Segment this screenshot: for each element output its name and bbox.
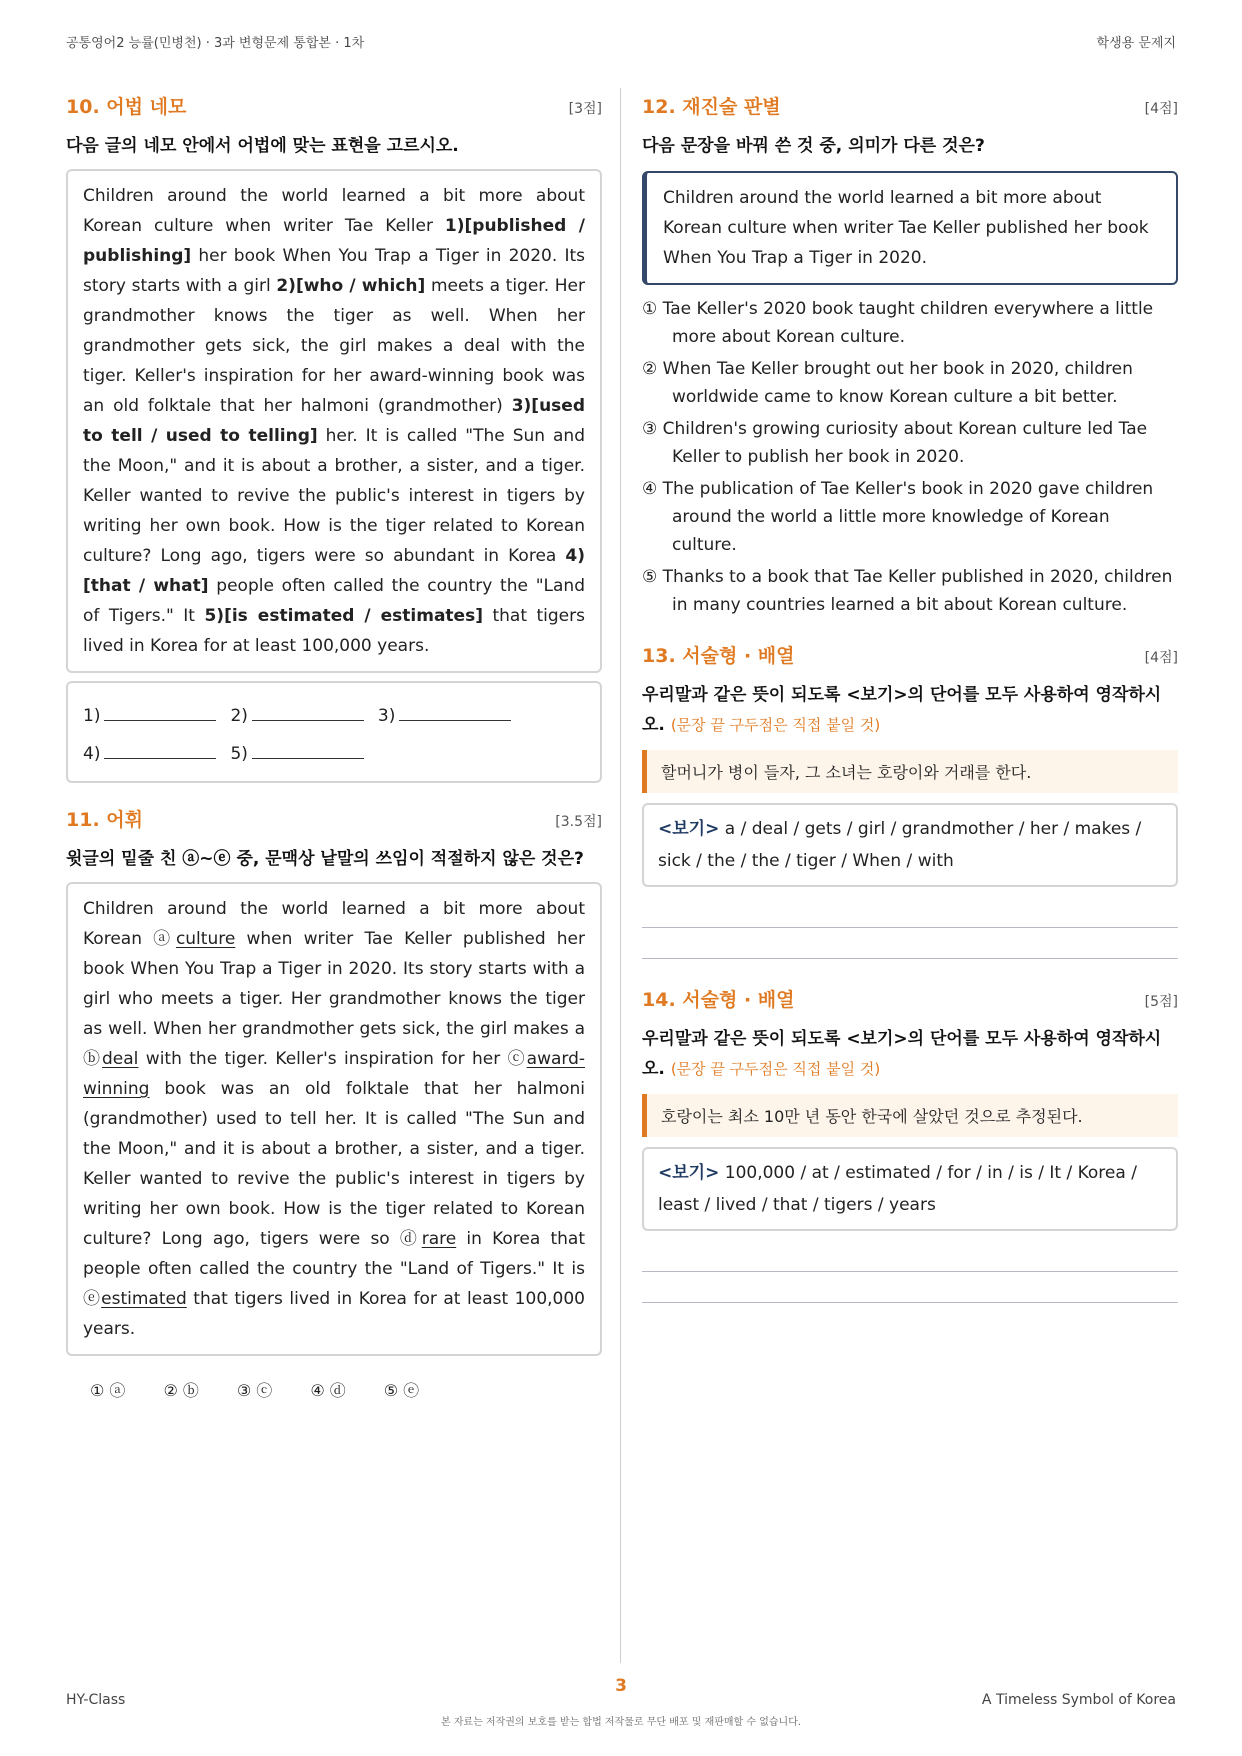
points: [4점] <box>1144 101 1178 117</box>
underlined-word: culture <box>175 929 236 949</box>
passage-text: her. It is called "The Sun and the Moon," and it is about a brother, a sister, and a tiger. Keller wanted to revive the public's interest in tigers by writing her own book. How is the tiger related to Korean culture? Long ago, tigers were so abundant in Korea <box>83 426 585 566</box>
answer-label: 2) <box>230 706 248 726</box>
answer-slot-2 <box>230 700 363 726</box>
answer-label: 3) <box>377 706 396 726</box>
answer-slot-3 <box>378 700 511 726</box>
question-13 <box>642 641 1178 959</box>
grammar-choice-1: 1)[published / publishing] <box>83 216 586 266</box>
passage-text: that tigers lived in Korea for at least 100,000 years. <box>83 606 585 656</box>
answer-blank[interactable] <box>104 700 216 721</box>
passage-text: when writer Tae Keller published her book When You Trap a Tiger in 2020. Its story starts with a girl who meets a tiger. Her grandmother knows the tiger as well. When her grandmother gets sick, the girl makes a <box>83 929 586 1039</box>
header-label: 학생용 문제지 <box>1096 36 1176 51</box>
question-14 <box>642 985 1178 1303</box>
footer-brand: HY-Class <box>66 1692 126 1708</box>
marker-a: ⓐ <box>153 929 176 949</box>
passage-text: Children around the world learned a bit more about Korean culture when writer Tae Keller <box>83 186 585 236</box>
underlined-word: estimated <box>101 1289 187 1309</box>
korean-sentence: 할머니가 병이 들자, 그 소녀는 호랑이와 거래를 한다. <box>642 750 1178 793</box>
original-sentence-box: Children around the world learned a bit more about Korean culture when writer Tae Keller published her book When You Trap a Tiger in 2020. <box>642 171 1178 285</box>
right-column <box>642 92 1178 1303</box>
points: [3.5점] <box>555 814 602 830</box>
option-4[interactable]: ④ The publication of Tae Keller's book in 2020 gave children around the world a little more knowledge of Korean culture. <box>642 479 1154 555</box>
question-body: 우리말과 같은 뜻이 되도록 <보기>의 단어를 모두 사용하여 영작하시오. <box>642 1029 1162 1079</box>
answer-blank[interactable] <box>104 738 216 759</box>
option-5[interactable]: ⑤ Thanks to a book that Tae Keller published in 2020, children in many countries learned a bit about Korean culture. <box>642 567 1173 615</box>
question-note: (문장 끝 구두점은 직접 붙일 것) <box>670 1060 881 1078</box>
left-column <box>66 92 602 1401</box>
answer-label: 1) <box>83 706 101 726</box>
answer-box <box>66 681 602 783</box>
passage-text: in Korea that people often called the country the "Land of Tigers." It is <box>83 1229 585 1279</box>
answer-blank[interactable] <box>399 700 511 721</box>
page-number: 3 <box>615 1676 627 1696</box>
grammar-choice-3: 3)[used to tell / used to telling] <box>83 396 585 446</box>
header-title: 공통영어2 능률(민병천) · 3과 변형문제 통합본 · 1차 <box>66 36 365 51</box>
marker-d: ⓓ <box>399 1229 422 1249</box>
question-note: (문장 끝 구두점은 직접 붙일 것) <box>670 716 881 734</box>
grammar-choice-5: 5)[is estimated / estimates] <box>204 606 483 626</box>
question-text: 다음 문장을 바꿔 쓴 것 중, 의미가 다른 것은? <box>642 136 985 156</box>
question-text <box>642 1024 1178 1084</box>
copyright-notice: 본 자료는 저작권의 보호를 받는 합법 저작물로 무단 배포 및 재판매할 수 없습니다. <box>440 1717 802 1728</box>
passage-text: Children around the world learned a bit more about Korean <box>83 899 585 949</box>
word-bank-words: a / deal / gets / girl / grandmother / her / makes / sick / the / the / tiger / When / with <box>658 819 1142 871</box>
question-number: 12. 재진술 판별 <box>642 96 781 118</box>
question-number: 14. 서술형 · 배열 <box>642 989 795 1011</box>
passage-text: with the tiger. Keller's inspiration for her <box>138 1049 508 1069</box>
question-12 <box>642 92 1178 619</box>
word-bank-words: 100,000 / at / estimated / for / in / is / It / Korea / least / lived / that / tigers / years <box>658 1163 1137 1215</box>
answer-label: 5) <box>230 744 248 764</box>
answer-slot-4 <box>83 738 216 764</box>
word-bank <box>642 803 1178 887</box>
points: [3점] <box>568 101 602 117</box>
option-2[interactable]: ② When Tae Keller brought out her book in 2020, children worldwide came to know Korean culture a bit better. <box>642 359 1133 407</box>
question-body: 우리말과 같은 뜻이 되도록 <보기>의 단어를 모두 사용하여 영작하시오. <box>642 685 1162 735</box>
points: [5점] <box>1144 994 1178 1010</box>
passage-box <box>66 882 602 1356</box>
choice-list <box>90 1378 602 1401</box>
choice-2[interactable]: ② ⓑ <box>163 1381 199 1400</box>
footer-title: A Timeless Symbol of Korea <box>981 1692 1176 1708</box>
choice-5[interactable]: ⑤ ⓔ <box>383 1381 420 1400</box>
writing-line[interactable] <box>642 1271 1178 1272</box>
option-3[interactable]: ③ Children's growing curiosity about Korean culture led Tae Keller to publish her book in 2020. <box>642 419 1148 467</box>
choice-4[interactable]: ④ ⓓ <box>310 1381 346 1400</box>
word-bank <box>642 1147 1178 1231</box>
marker-b: ⓑ <box>83 1049 102 1069</box>
passage-text: that tigers lived in Korea for at least 100,000 years. <box>83 1289 585 1339</box>
passage-box <box>66 169 602 673</box>
points: [4점] <box>1144 650 1178 666</box>
answer-blank[interactable] <box>252 738 364 759</box>
marker-c: ⓒ <box>507 1049 527 1069</box>
question-text: 다음 글의 네모 안에서 어법에 맞는 표현을 고르시오. <box>66 136 459 156</box>
grammar-choice-2: 2)[who / which] <box>276 276 426 296</box>
answer-label: 4) <box>83 744 101 764</box>
writing-line[interactable] <box>642 927 1178 928</box>
passage-text: book was an old folktale that her halmoni (grandmother) used to tell her. It is called "The Sun and the Moon," and it is about a brother, a sister, and a tiger. Keller wanted to revive the public's interest in tigers by writing her own book. How is the tiger related to Korean culture? Long ago, tigers were so <box>83 1079 585 1249</box>
choice-3[interactable]: ③ ⓒ <box>236 1381 273 1400</box>
writing-line[interactable] <box>642 1302 1178 1303</box>
word-bank-label: <보기> <box>658 819 720 839</box>
passage-text: meets a tiger. Her grandmother knows the tiger as well. When her grandmother gets sick, the girl makes a deal with the tiger. Keller's inspiration for her award-winning book was an old folktale that her halmoni (grandmother) <box>83 276 585 416</box>
word-bank-label: <보기> <box>658 1163 720 1183</box>
question-11 <box>66 805 602 1401</box>
question-number: 13. 서술형 · 배열 <box>642 645 795 667</box>
answer-slot-5 <box>230 738 363 764</box>
option-list <box>642 295 1178 619</box>
underlined-word: rare <box>421 1229 457 1249</box>
question-10 <box>66 92 602 783</box>
question-text <box>642 680 1178 740</box>
passage-text: people often called the country the "Land of Tigers." It <box>83 576 585 626</box>
passage-text: her book When You Trap a Tiger in 2020. Its story starts with a girl <box>83 246 585 296</box>
choice-1[interactable]: ① ⓐ <box>90 1381 126 1400</box>
underlined-word: deal <box>102 1049 139 1069</box>
writing-line[interactable] <box>642 958 1178 959</box>
question-number: 11. 어휘 <box>66 809 143 831</box>
column-divider <box>620 88 621 1663</box>
answer-slot-1 <box>83 700 216 726</box>
question-text: 윗글의 밑줄 친 ⓐ~ⓔ 중, 문맥상 낱말의 쓰임이 적절하지 않은 것은? <box>66 849 584 869</box>
option-1[interactable]: ① Tae Keller's 2020 book taught children everywhere a little more about Korean culture. <box>642 299 1154 347</box>
underlined-word: award-winning <box>83 1049 586 1099</box>
question-number: 10. 어법 네모 <box>66 96 187 118</box>
grammar-choice-4: 4)[that / what] <box>83 546 585 596</box>
marker-e: ⓔ <box>83 1289 102 1309</box>
korean-sentence: 호랑이는 최소 10만 년 동안 한국에 살았던 것으로 추정된다. <box>642 1094 1178 1137</box>
answer-blank[interactable] <box>252 700 364 721</box>
